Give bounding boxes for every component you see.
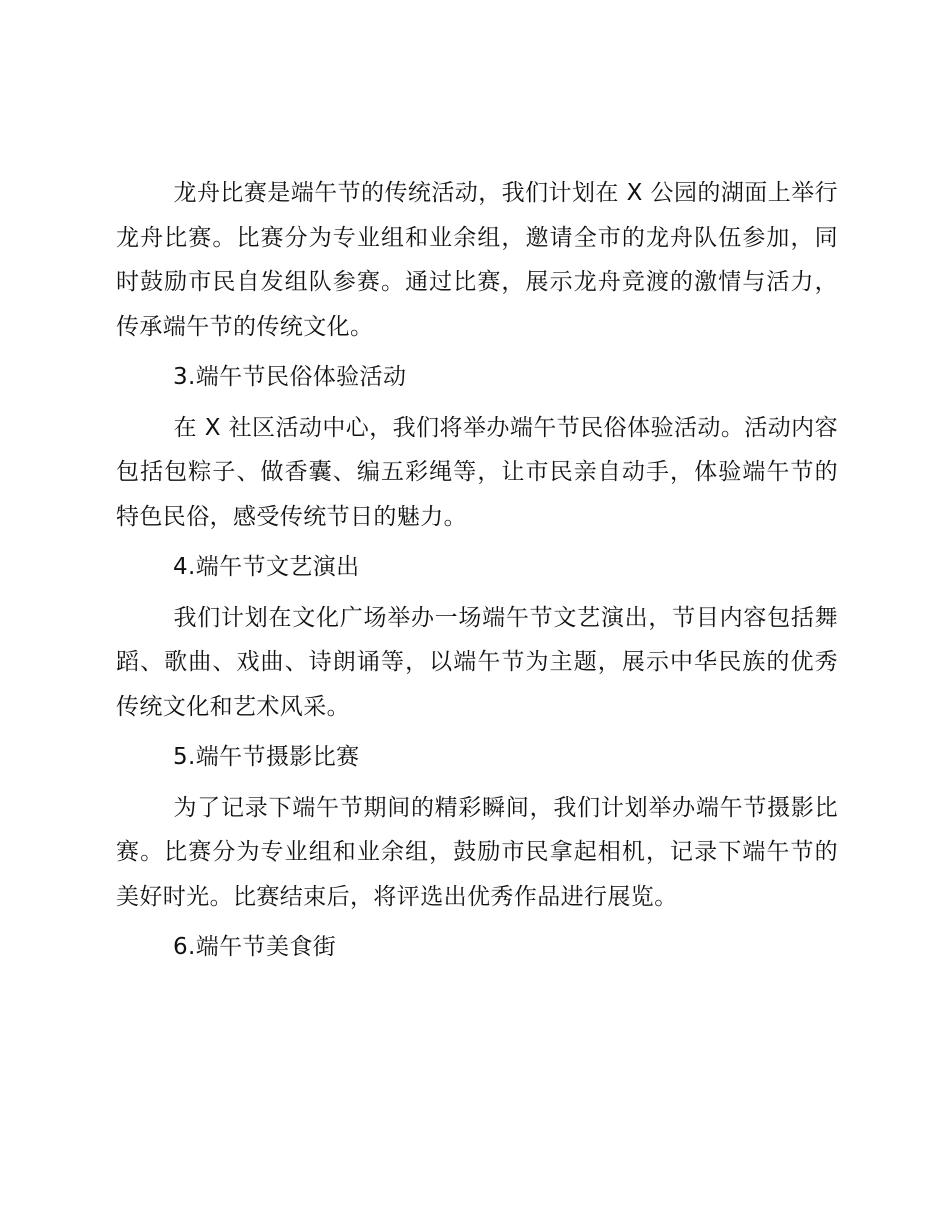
section-heading-performance: 4.端午节文艺演出 [173, 554, 360, 580]
paragraph-photography: 为了记录下端午节期间的精彩瞬间，我们计划举办端午节摄影比赛。比赛分为专业组和业余组，鼓励市民拿起相机，记录下端午节的美好时光。比赛结束后，将评选出优秀作品进行展览。 [116, 794, 838, 910]
paragraph-folk-experience: 在 X 社区活动中心，我们将举办端午节民俗体验活动。活动内容包括包粽子、做香囊、编五彩绳等，让市民亲自动手，体验端午节的特色民俗，感受传统节日的魅力。 [116, 414, 838, 530]
section-heading-photography: 5.端午节摄影比赛 [173, 744, 360, 770]
paragraph-performance: 我们计划在文化广场举办一场端午节文艺演出，节目内容包括舞蹈、歌曲、戏曲、诗朗诵等，以端午节为主题，展示中华民族的优秀传统文化和艺术风采。 [116, 604, 838, 720]
paragraph-dragon-boat-race: 龙舟比赛是端午节的传统活动，我们计划在 X 公园的湖面上举行龙舟比赛。比赛分为专业组和业余组，邀请全市的龙舟队伍参加，同时鼓励市民自发组队参赛。通过比赛，展示龙舟竞渡的激情与活力，传承端午节的传统文化。 [116, 180, 838, 340]
section-heading-food-street: 6.端午节美食街 [173, 934, 337, 960]
section-heading-folk-experience: 3.端午节民俗体验活动 [173, 364, 407, 390]
document-page [116, 171, 838, 976]
